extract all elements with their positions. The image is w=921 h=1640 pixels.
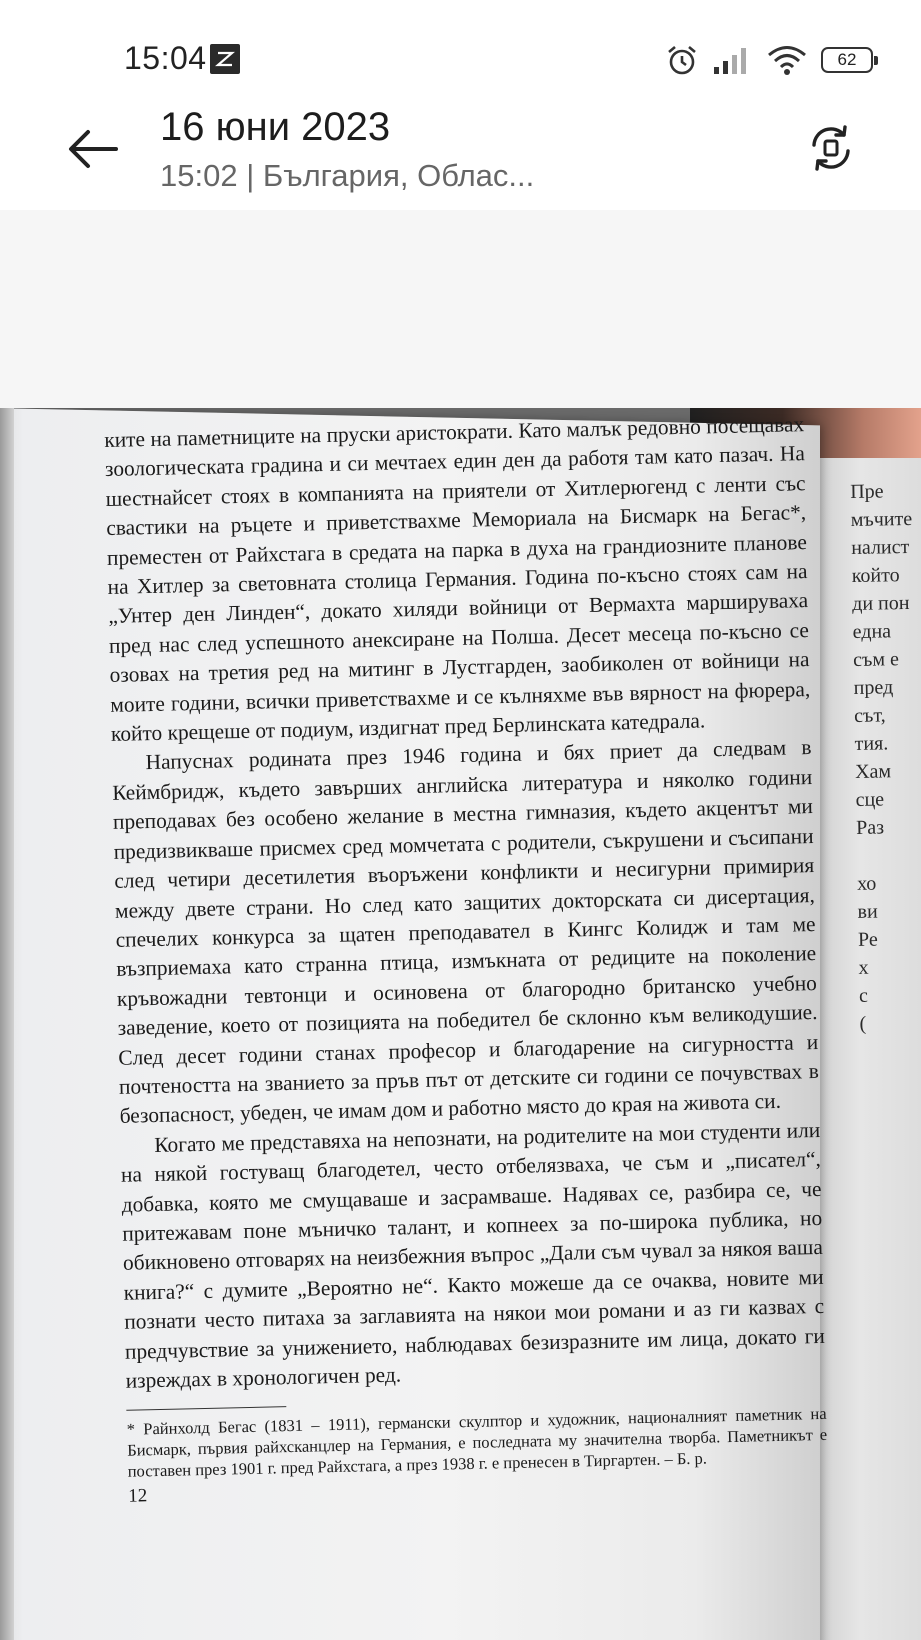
status-clock: 15:04 — [124, 40, 207, 76]
right-page-fragment — [856, 841, 921, 870]
right-page-fragment: Пре — [850, 480, 884, 503]
status-icons — [665, 40, 873, 80]
book-text — [104, 410, 828, 1511]
page-title: 16 юни 2023 — [160, 105, 391, 149]
paragraph: Напуснах родината през 1946 година и бях приет да следвам в Кеймбридж, където завърших английска литература и няколко години преподавах без особено желание в местна гимназия, където акцентът ми предизвикваше присмех сред момчетата с родители, съкрушени и съсипани след четири десетилетия въоръжени конфликти и несигурни примирия между двете страни. Но след като защитих докторската си дисертация, спечелих конкурса за щатен преподавател в Кингс Колидж и там ме възприемаха като странна птица, измъкната от редиците на поколение кръвожадни тевтонци и осиновена от благородно британско учебно заведение, което от позицията на победител бе склонно към великодушие. След десет години станах професор и благодарение на сигурността и почтеността на званието за пръв път от детските си години се почувствах в безопасност, убеден, че имам дом и работно място до края на живота си. — [112, 735, 820, 1129]
status-bar — [0, 0, 921, 100]
signal-icon — [713, 45, 753, 75]
rotate-icon[interactable] — [806, 123, 856, 173]
right-page-text — [850, 477, 921, 1038]
right-page-fragment: ( — [859, 1012, 867, 1035]
battery-icon — [821, 47, 873, 73]
right-page-fragment: х — [858, 956, 869, 979]
right-page-fragment: който — [851, 564, 900, 587]
notification-icon — [210, 44, 240, 74]
right-page-fragment: мъчите — [850, 507, 913, 531]
right-page-fragment: Ре — [857, 928, 879, 951]
right-page-fragment: пред — [853, 676, 894, 699]
back-arrow-icon[interactable] — [66, 126, 120, 172]
photo-viewer[interactable] — [0, 408, 921, 1640]
right-page-fragment: хо — [856, 872, 877, 895]
right-page-fragment: Раз — [855, 816, 885, 839]
right-page-fragment: една — [852, 620, 892, 643]
page-subtitle: 15:02 | България, Облас... — [160, 158, 535, 193]
paragraph: ките на паметниците на пруски аристократи. Като малък редовно посещавах зоологическата градина и си мечтаех един ден да работя там като пазач. На шестнайсет стоях в компанията на приятели от Хитлерюгенд с ленти със свастики на ръцете и приветствахме Мемориала на Бисмарк на Бегас*, преместен от Райхстага в средата на парка в духа на грандиозните планове на Хитлер за световната столица Германия. Година по-късно стоях сам на „Унтер ден Линден“, докато хиляди войници от Вермахта маршируваха пред нас след успешното анексиране на Полша. Десет месеца по-късно се озовах на третия ред на митинг в Лустгарден, заобиколен от войници на моите години, всички приветствахме и се кълняхме във вярност на фюрера, който крещеше от подиум, издигнат пред Берлинската катедрала. — [104, 412, 811, 746]
right-page-fragment: Хам — [854, 760, 892, 783]
battery-level: 62 — [837, 50, 857, 69]
right-page-fragment: съм е — [852, 648, 900, 671]
right-page-fragment: тия. — [854, 732, 889, 755]
book-edge — [0, 408, 14, 1640]
right-page-fragment: налист — [851, 535, 910, 559]
right-page-fragment: с — [858, 984, 869, 1007]
header — [0, 100, 921, 210]
wifi-icon — [767, 44, 807, 76]
alarm-icon — [665, 43, 699, 77]
right-page-fragment: сът, — [853, 704, 886, 727]
page-number: 12 — [128, 1485, 148, 1508]
right-page-fragment: ди пон — [852, 591, 910, 615]
image-padding — [0, 210, 921, 408]
footnote: * Райнхолд Бегас (1831 – 1911), германски скулптор и художник, националният паметник на Бисмарк, първия райхсканцлер на Германия, е последната му значителна творба. Паметникът е поставен през 1901 г. пред Райхстага, а през 1938 г. е пренесен в Тиргартен. – Б. р. — [126, 1404, 828, 1482]
footnote-divider — [126, 1407, 286, 1412]
right-page-fragment: ви — [857, 900, 878, 923]
right-page-fragment: сце — [855, 788, 885, 811]
paragraph: Когато ме представяха на непознати, на родителите на мои студенти или на някой гостуващ благодетел, често отбелязваха, че съм и „писател“, добавка, която ме смущаваше и засрамваше. Надявах се, разбира се, че притежавам поне мъничко талант, и копнеех за по-широка публика, но обикновено отговарях на неизбежния въпрос „Дали съм чувал за някоя ваша книга?“ с думите „Вероятно не“. Както можеше да се очаква, новите ми познати често питаха за заглавията на някои мои романи и аз ги казвах с предчувствие за унижението, наблюдавах безизразните им лица, докато ги изреждах в хронологичен ред. — [120, 1117, 826, 1393]
